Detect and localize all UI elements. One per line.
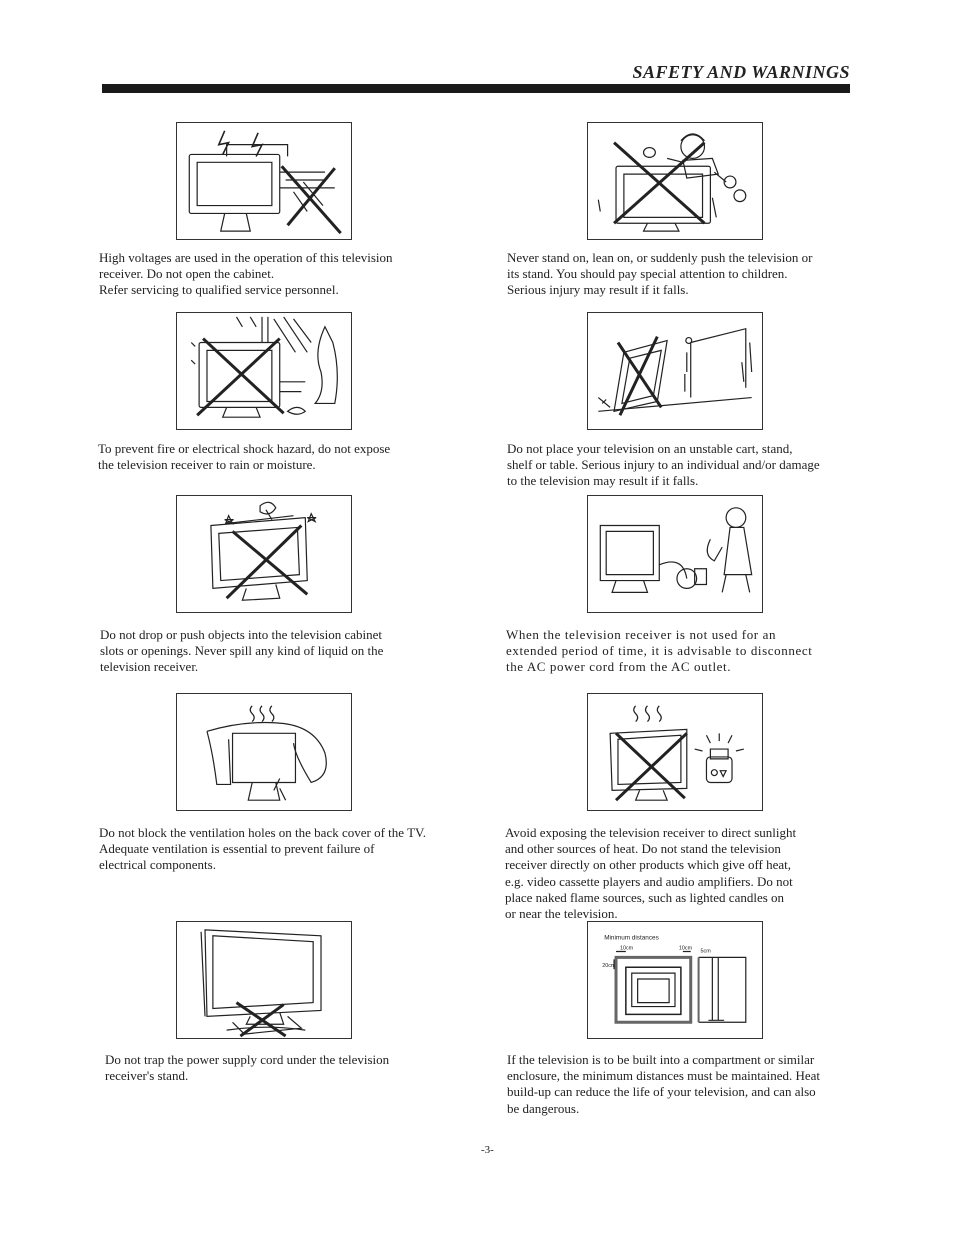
caption-high-voltage: High voltages are used in the operation of this television receiver. Do not open the cabinet. Refer servicing to qualified service personnel.: [99, 250, 393, 298]
title-rule: [102, 84, 850, 93]
minimum-distances-illustration: [587, 921, 763, 1039]
diagram-heading: Minimum distances: [604, 934, 659, 942]
objects-liquid-illustration: [176, 495, 352, 613]
heat-source-illustration: [587, 693, 763, 811]
page-title: SAFETY AND WARNINGS: [632, 62, 850, 82]
caption-child-pushing: Never stand on, lean on, or suddenly push the television or its stand. You should pay special attention to children. Serious injury may result if it falls.: [507, 250, 813, 298]
caption-objects-liquid: Do not drop or push objects into the television cabinet slots or openings. Never spill any kind of liquid on the television receiver.: [100, 627, 384, 675]
diagram-label-side: 5cm: [700, 948, 711, 955]
caption-minimum-distances: If the television is to be built into a compartment or similar enclosure, the minimum distances must be maintained. Heat build-up can reduce the life of your television, and can also be dangerous.: [507, 1052, 821, 1116]
high-voltage-illustration: [176, 122, 352, 240]
caption-trapped-cord: Do not trap the power supply cord under the television receiver's stand.: [105, 1052, 390, 1084]
rain-moisture-illustration: [176, 312, 352, 430]
diagram-label-top: 20cm: [602, 963, 616, 970]
page-number: -3-: [481, 1144, 494, 1156]
child-pushing-tv-illustration: [587, 122, 763, 240]
caption-rain-moisture: To prevent fire or electrical shock hazard, do not expose the television receiver to rain or moisture.: [98, 441, 391, 473]
diagram-label-left: 10cm: [619, 945, 634, 952]
trapped-cord-illustration: [176, 921, 352, 1039]
caption-unplug-cord: When the television receiver is not used for an extended period of time, it is advisable to disconnect the AC power cord from the AC outlet.: [506, 627, 813, 675]
caption-ventilation: Do not block the ventilation holes on the back cover of the TV. Adequate ventilation is essential to prevent failure of electrical components.: [99, 825, 426, 873]
diagram-label-right: 10cm: [678, 945, 693, 952]
unplug-cord-illustration: [587, 495, 763, 613]
caption-unstable-stand: Do not place your television on an unstable cart, stand, shelf or table. Serious injury to an individual and/or damage to the television may result if it falls.: [507, 441, 820, 489]
caption-heat-source: Avoid exposing the television receiver to direct sunlight and other sources of heat. Do not stand the television receiver directly on other products which give off heat, e.g. video cassette players and audio amplifiers. Do not place naked flame sources, such as lighted candles on or near the television.: [505, 825, 797, 922]
unstable-stand-illustration: [587, 312, 763, 430]
blocked-ventilation-illustration: [176, 693, 352, 811]
